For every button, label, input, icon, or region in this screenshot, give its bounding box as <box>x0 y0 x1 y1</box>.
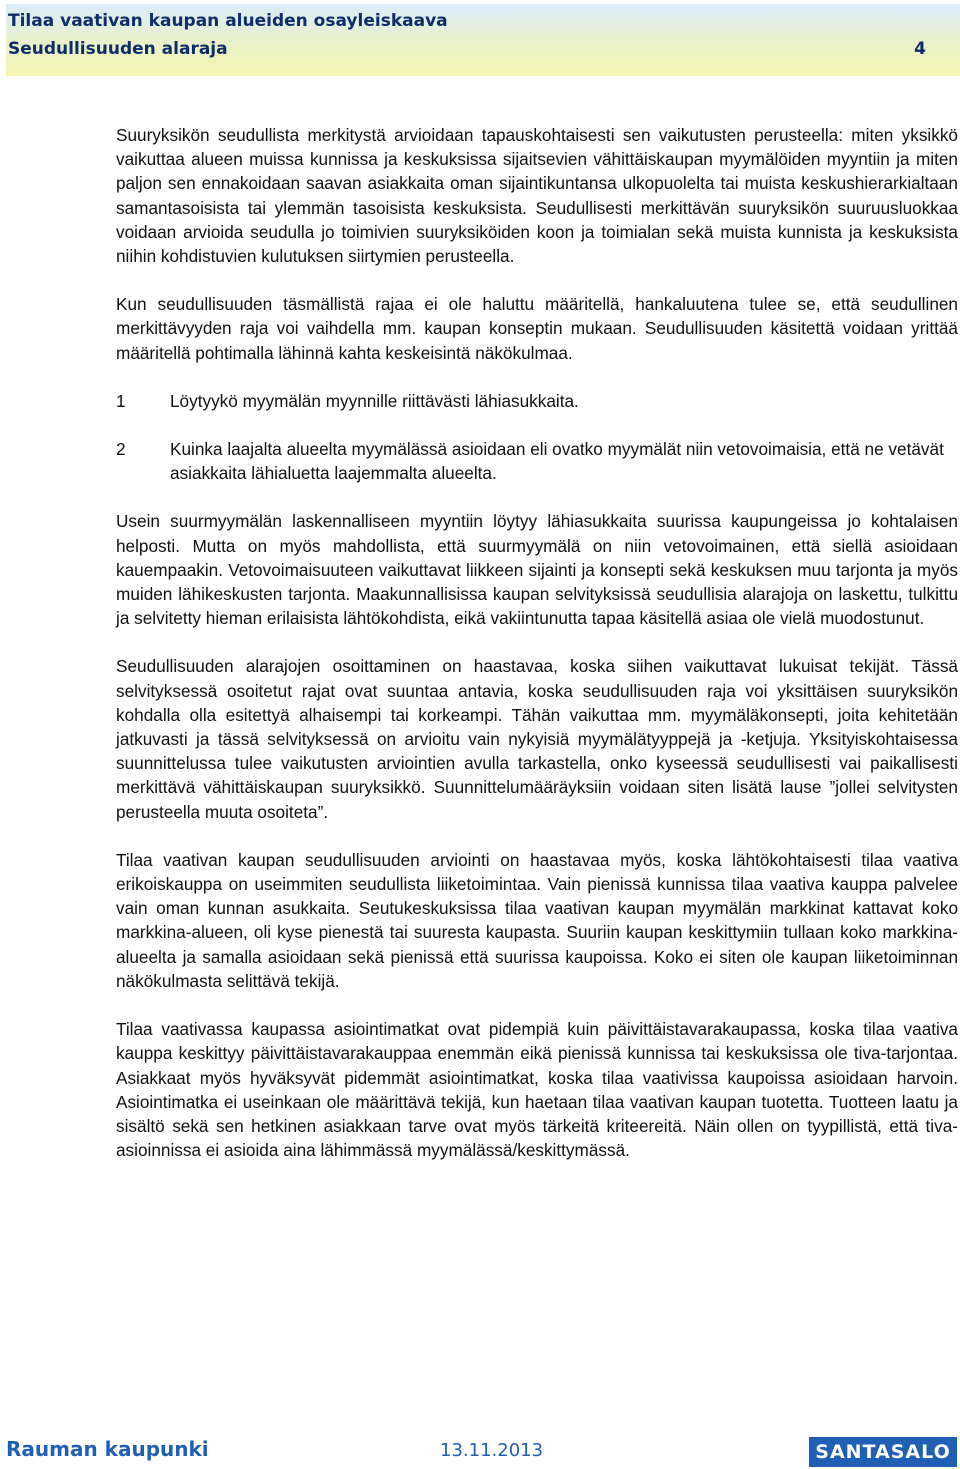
footer-organization: Rauman kaupunki <box>6 1437 209 1461</box>
paragraph: Seudullisuuden alarajojen osoittaminen on haastavaa, koska siihen vaikuttavat lukuisat tekijät. Tässä selvityksessä osoitetut rajat ovat suuntaa antavia, koska seudullisuuden raja voi yksittäisen suuryksikön kohdalla olla esitettyä alhaisempi tai korkeampi. Tähän vaikuttaa mm. myymäläkonsepti, joita kehitetään jatkuvasti ja tässä selvityksessä on arvioitu vain nykyisiä myymälätyyppejä ja -ketjuja. Yksityiskohtaisessa suunnittelussa tulee vaikutusten arviointien avulla tarkastella, onko kyseessä seudullisesti vai paikallisesti merkittävä vähittäiskaupan suuryksikkö. Suunnittelumääräyksiin voidaan siten lisätä lause ”jollei selvitysten perusteella muuta osoiteta”. <box>116 656 958 822</box>
paragraph: Kun seudullisuuden täsmällistä rajaa ei ole haluttu määritellä, hankaluutena tulee se, että seudullinen merkittävyyden raja voi vaihdella mm. kaupan konseptin mukaan. Seudullisuuden käsitettä voidaan yrittää määritellä pohtimalla lähinnä kahta keskeisintä näkökulmaa. <box>116 294 958 363</box>
list-item-text: Löytyykö myymälän myynnille riittävästi lähiasukkaita. <box>170 390 579 411</box>
list-item-number: 2 <box>116 439 126 460</box>
section-title: Seudullisuuden alaraja <box>8 39 228 59</box>
list-item <box>116 389 958 413</box>
list-item-number: 1 <box>116 390 126 411</box>
footer-date: 13.11.2013 <box>440 1440 544 1461</box>
document-title: Tilaa vaativan kaupan alueiden osayleiskaava <box>8 11 448 31</box>
document-body <box>116 123 958 1186</box>
list-item-text: Kuinka laajalta alueelta myymälässä asioidaan eli ovatko myymälät niin vetovoimaisia, että ne vetävät asiakkaita lähialuetta laajemmalta alueelta. <box>170 439 944 484</box>
paragraph: Suuryksikön seudullista merkitystä arvioidaan tapauskohtaisesti sen vaikutusten perusteella: miten yksikkö vaikuttaa alueen muissa kunnissa ja keskuksissa sijaitsevien vähittäiskaupan myymälöiden myyntiin ja miten paljon sen ennakoidaan saavan asiakkaita oman sijaintikuntansa ulkopuolelta tai muista keskushierarkialtaan samantasoisista tai ylemmän tasoisista keskuksista. Seudullisesti merkittävän suuryksikön suuruusluokkaa voidaan arvioida seudulla jo toimivien suuryksiköiden koon ja toimialan sekä muista kunnista ja keskuksista niihin kohdistuvien kulutuksen siirtymien perusteella. <box>116 125 958 267</box>
paragraph: Tilaa vaativassa kaupassa asiointimatkat ovat pidempiä kuin päivittäistavarakaupassa, koska tilaa vaativa kauppa keskittyy päivittäistavarakauppaa enemmän eikä pienissä kunnissa tai keskuksissa ole tiva-tarjontaa. Asiakkaat myös hyväksyvät pidemmät asiointimatkat, koska tilaa vaativissa kaupoissa asioidaan harvoin. Asiointimatka ei useinkaan ole määrittävä tekijä, kun haetaan tilaa vaativan kaupan tuotetta. Tuotteen laatu ja sisältö sekä sen hetkinen asiakkaan tarve ovat myös tärkeitä kriteereitä. Näin ollen on tyypillistä, että tiva-asioinnissa ei asioida aina lähimmässä myymälässä/keskittymässä. <box>116 1019 958 1161</box>
paragraph: Usein suurmyymälän laskennalliseen myyntiin löytyy lähiasukkaita suurissa kaupungeissa jo kohtalaisen helposti. Mutta on myös mahdollista, että suurmyymälä on niin vetovoimainen, että siellä asioidaan kauempaakin. Vetovoimaisuuteen vaikuttavat liikkeen sijainti ja konsepti sekä keskuksen muu tarjonta ja myös muiden lähikeskusten tarjonta. Maakunnallisissa kaupan selvityksissä seudullisia alarajoja on laskettu, tulkittu ja selvitetty hieman erilaisista lähtökohdista, eikä vakiintunutta tapaa käsitellä asiaa ole vielä muodostunut. <box>116 511 958 629</box>
santasalo-logo: SANTASALO <box>809 1437 957 1467</box>
list-item <box>116 437 958 485</box>
page-header <box>6 4 960 76</box>
paragraph: Tilaa vaativan kaupan seudullisuuden arviointi on haastavaa myös, koska lähtökohtaisesti tilaa vaativa erikoiskauppa on useimmiten seudullista liiketoimintaa. Vain pienissä kunnissa tilaa vaativa kauppa palvelee vain oman kunnan asukkaita. Seutukeskuksissa tilaa vaativan kaupan myymälän markkinat kattavat koko markkina-alueen, oli kyse pienestä tai suuresta kaupasta. Suuriin kaupan keskittymiin tullaan koko markkina-alueelta ja samalla asioidaan sekä pienissä että suurissa kaupoissa. Koko ei siten ole kaupan liiketoiminnan näkökulmasta selittävä tekijä. <box>116 849 958 991</box>
page-number: 4 <box>914 39 926 59</box>
